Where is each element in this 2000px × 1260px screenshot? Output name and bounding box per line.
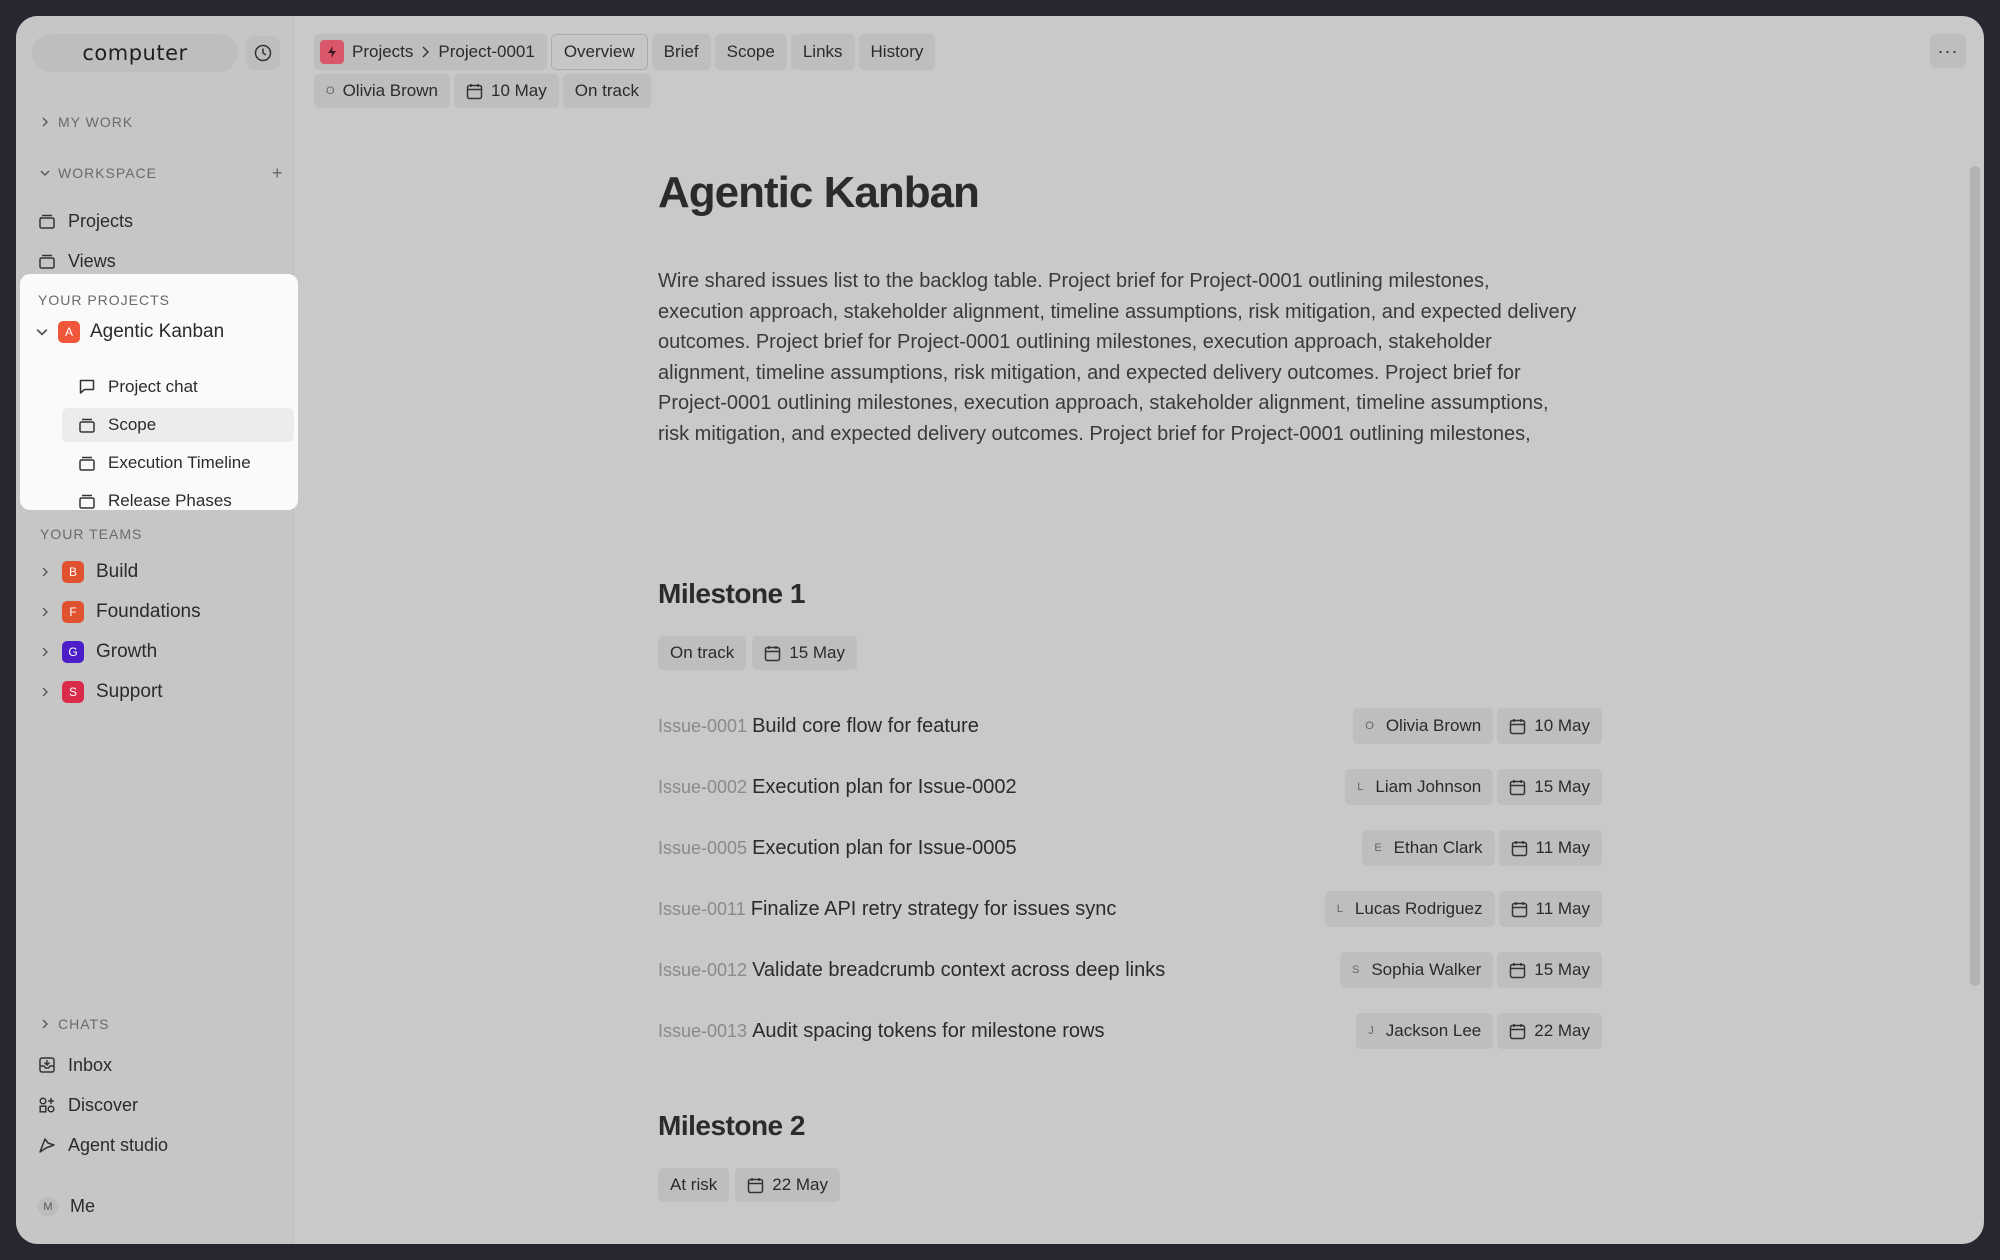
section-label: YOUR PROJECTS [38, 292, 171, 308]
tab-links[interactable]: Links [791, 34, 855, 70]
date-label: 10 May [1534, 716, 1590, 735]
issue-title: Build core flow for feature [752, 714, 979, 737]
section-chats[interactable] [40, 1014, 109, 1034]
clock-icon [254, 44, 272, 62]
inbox-icon [38, 1056, 56, 1074]
date-chip[interactable] [454, 74, 559, 108]
date-chip[interactable] [735, 1168, 840, 1202]
breadcrumb [314, 34, 547, 70]
issue-title: Execution plan for Issue-0005 [752, 836, 1017, 859]
plus-icon[interactable]: + [272, 162, 284, 183]
milestone-meta [658, 1168, 840, 1202]
issue-row[interactable] [658, 952, 1602, 988]
chat-icon [78, 378, 96, 396]
section-label: CHATS [58, 1016, 110, 1032]
calendar-icon [1509, 1023, 1526, 1040]
assignee-chip[interactable] [1353, 708, 1493, 744]
sidebar-item-label: Inbox [68, 1054, 113, 1075]
assignee-initial: E [1374, 842, 1382, 854]
chevron-right-icon [40, 607, 50, 617]
date-label: 11 May [1535, 899, 1590, 918]
assignee-initial: O [1365, 720, 1374, 732]
date-label: 15 May [789, 643, 845, 662]
assignee-name: Lucas Rodriguez [1354, 899, 1483, 918]
team-name: Foundations [96, 601, 201, 622]
assignee-chip[interactable] [1325, 891, 1495, 927]
sidebar-item-label: Release Phases [108, 491, 232, 510]
team-build[interactable] [40, 556, 138, 588]
team-badge: S [62, 681, 84, 703]
issue-title: Finalize API retry strategy for issues sync [750, 897, 1117, 920]
date-label: 22 May [772, 1175, 828, 1194]
chevron-right-icon [40, 117, 50, 127]
assignee-initial: L [1357, 781, 1364, 793]
date-label: 10 May [490, 81, 547, 100]
assignee-chip[interactable] [1362, 830, 1494, 866]
issue-row[interactable] [658, 708, 1602, 744]
chevron-right-icon [40, 567, 50, 577]
chevron-down-icon [36, 326, 48, 338]
team-support[interactable] [40, 676, 163, 708]
date-chip[interactable] [752, 636, 857, 670]
section-label: WORKSPACE [58, 165, 157, 181]
section-label: YOUR TEAMS [40, 526, 143, 542]
sidebar-item-discover[interactable] [38, 1088, 138, 1122]
calendar-icon [764, 645, 781, 662]
status-badge[interactable]: On track [658, 636, 746, 670]
assignee-initial: S [1351, 964, 1360, 976]
scrollbar[interactable] [1970, 166, 1980, 986]
date-chip[interactable] [1499, 830, 1603, 866]
assignee-name: Sophia Walker [1371, 960, 1482, 979]
team-name: Support [96, 681, 163, 702]
sidebar-item-views[interactable] [38, 244, 116, 278]
sidebar-item-me[interactable] [38, 1196, 95, 1217]
date-label: 11 May [1535, 838, 1590, 857]
issue-id: Issue-0012 [658, 959, 748, 980]
sidebar-item-label: Execution Timeline [108, 453, 251, 472]
tab-scope[interactable]: Scope [715, 34, 787, 70]
chevron-right-icon [40, 647, 50, 657]
sidebar-item-label: Views [68, 250, 116, 271]
status-chip[interactable]: On track [563, 74, 651, 108]
app-logo[interactable]: computer [32, 34, 238, 72]
sidebar [16, 16, 294, 1244]
project-description[interactable]: Wire shared issues list to the backlog table. Project brief for Project-0001 outlining milestones, execution approach, stakeholder alignment, timeline assumptions, risk mitigation, and expected delivery outcomes. Project brief for Project-0001 outlining milestones, execution approach, stakeholder alignment, timeline assumptions, risk mitigation, and expected delivery outcomes. Project brief for Project-0001 outlining milestones, execution approach, stakeholder alignment, timeline assumptions, risk mitigation, and expected delivery outcomes. Project brief for Project-0001 outlining milestones, [658, 270, 1577, 445]
stack-icon [38, 212, 56, 230]
issue-id: Issue-0001 [658, 715, 748, 736]
calendar-icon [1511, 840, 1528, 857]
milestone-meta [658, 636, 857, 670]
sidebar-item-label: Me [70, 1196, 96, 1216]
chevron-right-icon [421, 46, 430, 58]
stack-icon [78, 454, 96, 472]
team-badge: F [62, 601, 84, 623]
issue-meta [1362, 830, 1602, 866]
sidebar-item-label: Discover [68, 1094, 139, 1115]
calendar-icon [1509, 962, 1526, 979]
topbar [314, 34, 935, 70]
chevron-right-icon [40, 1019, 50, 1029]
stack-icon [78, 416, 96, 434]
project-name: Agentic Kanban [90, 321, 225, 342]
project-badge: A [58, 321, 80, 343]
issue-title: Audit spacing tokens for milestone rows [752, 1019, 1105, 1042]
stack-icon [38, 252, 56, 270]
breadcrumb-projects[interactable]: Projects [352, 42, 414, 61]
assignee-initial: L [1336, 903, 1343, 915]
team-growth[interactable] [40, 636, 157, 668]
issue-meta [1325, 891, 1602, 927]
issue-title: Execution plan for Issue-0002 [752, 775, 1017, 798]
issue-id: Issue-0013 [658, 1020, 748, 1041]
owner-chip[interactable] [314, 74, 450, 108]
more-icon: ··· [1937, 40, 1959, 61]
tab-history[interactable]: History [859, 34, 936, 70]
issue-meta [1356, 1013, 1602, 1049]
date-label: 15 May [1534, 960, 1590, 979]
issue-meta [1340, 952, 1602, 988]
issue-row[interactable] [658, 891, 1602, 927]
owner-initial: O [326, 85, 335, 97]
date-chip[interactable] [1499, 891, 1603, 927]
issue-row[interactable] [658, 1013, 1602, 1049]
assignee-chip[interactable] [1356, 1013, 1493, 1049]
section-workspace[interactable] [40, 163, 290, 183]
date-label: 22 May [1534, 1021, 1590, 1040]
status-badge[interactable]: At risk [658, 1168, 729, 1202]
calendar-icon [747, 1177, 764, 1194]
calendar-icon [1509, 718, 1526, 735]
tab-brief[interactable]: Brief [652, 34, 711, 70]
bolt-icon [320, 40, 344, 64]
team-name: Growth [96, 641, 158, 662]
issue-row[interactable] [658, 769, 1602, 805]
chevron-down-icon [40, 168, 50, 178]
team-badge: G [62, 641, 84, 663]
more-options-button[interactable] [1930, 34, 1966, 68]
avatar: M [38, 1197, 58, 1217]
issue-row[interactable] [658, 830, 1602, 866]
issue-meta [1353, 708, 1602, 744]
assignee-name: Olivia Brown [1385, 716, 1482, 735]
date-chip[interactable] [1497, 708, 1602, 744]
issue-id: Issue-0002 [658, 776, 748, 797]
sidebar-item-label: Agent studio [68, 1134, 169, 1155]
sidebar-item-scope[interactable] [62, 408, 294, 442]
sidebar-item-label: Scope [108, 415, 157, 434]
date-chip[interactable] [1497, 1013, 1602, 1049]
stack-icon [78, 492, 96, 510]
history-button[interactable] [246, 36, 280, 70]
sidebar-item-projects[interactable] [38, 204, 133, 238]
team-name: Build [96, 561, 139, 582]
sidebar-item-release-phases[interactable] [62, 484, 294, 518]
sidebar-item-execution-timeline[interactable] [62, 446, 294, 480]
section-your-teams [40, 524, 142, 544]
issue-title: Validate breadcrumb context across deep links [752, 958, 1166, 981]
assignee-name: Ethan Clark [1393, 838, 1483, 857]
assignee-name: Jackson Lee [1385, 1021, 1482, 1040]
tab-overview[interactable]: Overview [551, 34, 648, 70]
agent-studio-icon [38, 1136, 56, 1154]
issue-id: Issue-0011 [658, 898, 746, 919]
team-foundations[interactable] [40, 596, 201, 628]
date-chip[interactable] [1497, 952, 1602, 988]
assignee-chip[interactable] [1340, 952, 1493, 988]
chevron-right-icon [40, 687, 50, 697]
breadcrumb-project[interactable]: Project-0001 [438, 42, 535, 61]
sidebar-item-agent-studio[interactable] [38, 1128, 168, 1162]
owner-name: Olivia Brown [342, 81, 438, 100]
app-window [16, 16, 1984, 1244]
calendar-icon [466, 83, 483, 100]
calendar-icon [1511, 901, 1528, 918]
date-chip[interactable] [1497, 769, 1602, 805]
calendar-icon [1509, 779, 1526, 796]
milestone-title: Milestone 2 [658, 1110, 805, 1141]
issue-id: Issue-0005 [658, 837, 748, 858]
sidebar-item-project-chat[interactable] [62, 370, 294, 404]
issue-meta [1345, 769, 1602, 805]
page-title: Agentic Kanban [658, 168, 979, 217]
sidebar-item-label: Projects [68, 210, 134, 231]
date-label: 15 May [1534, 777, 1590, 796]
team-badge: B [62, 561, 84, 583]
assignee-initial: J [1368, 1025, 1374, 1037]
sidebar-item-inbox[interactable] [38, 1048, 112, 1082]
assignee-chip[interactable] [1345, 769, 1493, 805]
project-agentic-kanban[interactable] [36, 316, 224, 348]
section-my-work[interactable] [40, 112, 133, 132]
milestone-title: Milestone 1 [658, 578, 805, 609]
your-projects-panel [20, 274, 298, 510]
sidebar-item-label: Project chat [108, 377, 198, 396]
discover-icon [38, 1096, 56, 1114]
project-meta [314, 74, 651, 108]
assignee-name: Liam Johnson [1375, 777, 1482, 796]
section-label: MY WORK [58, 114, 134, 130]
